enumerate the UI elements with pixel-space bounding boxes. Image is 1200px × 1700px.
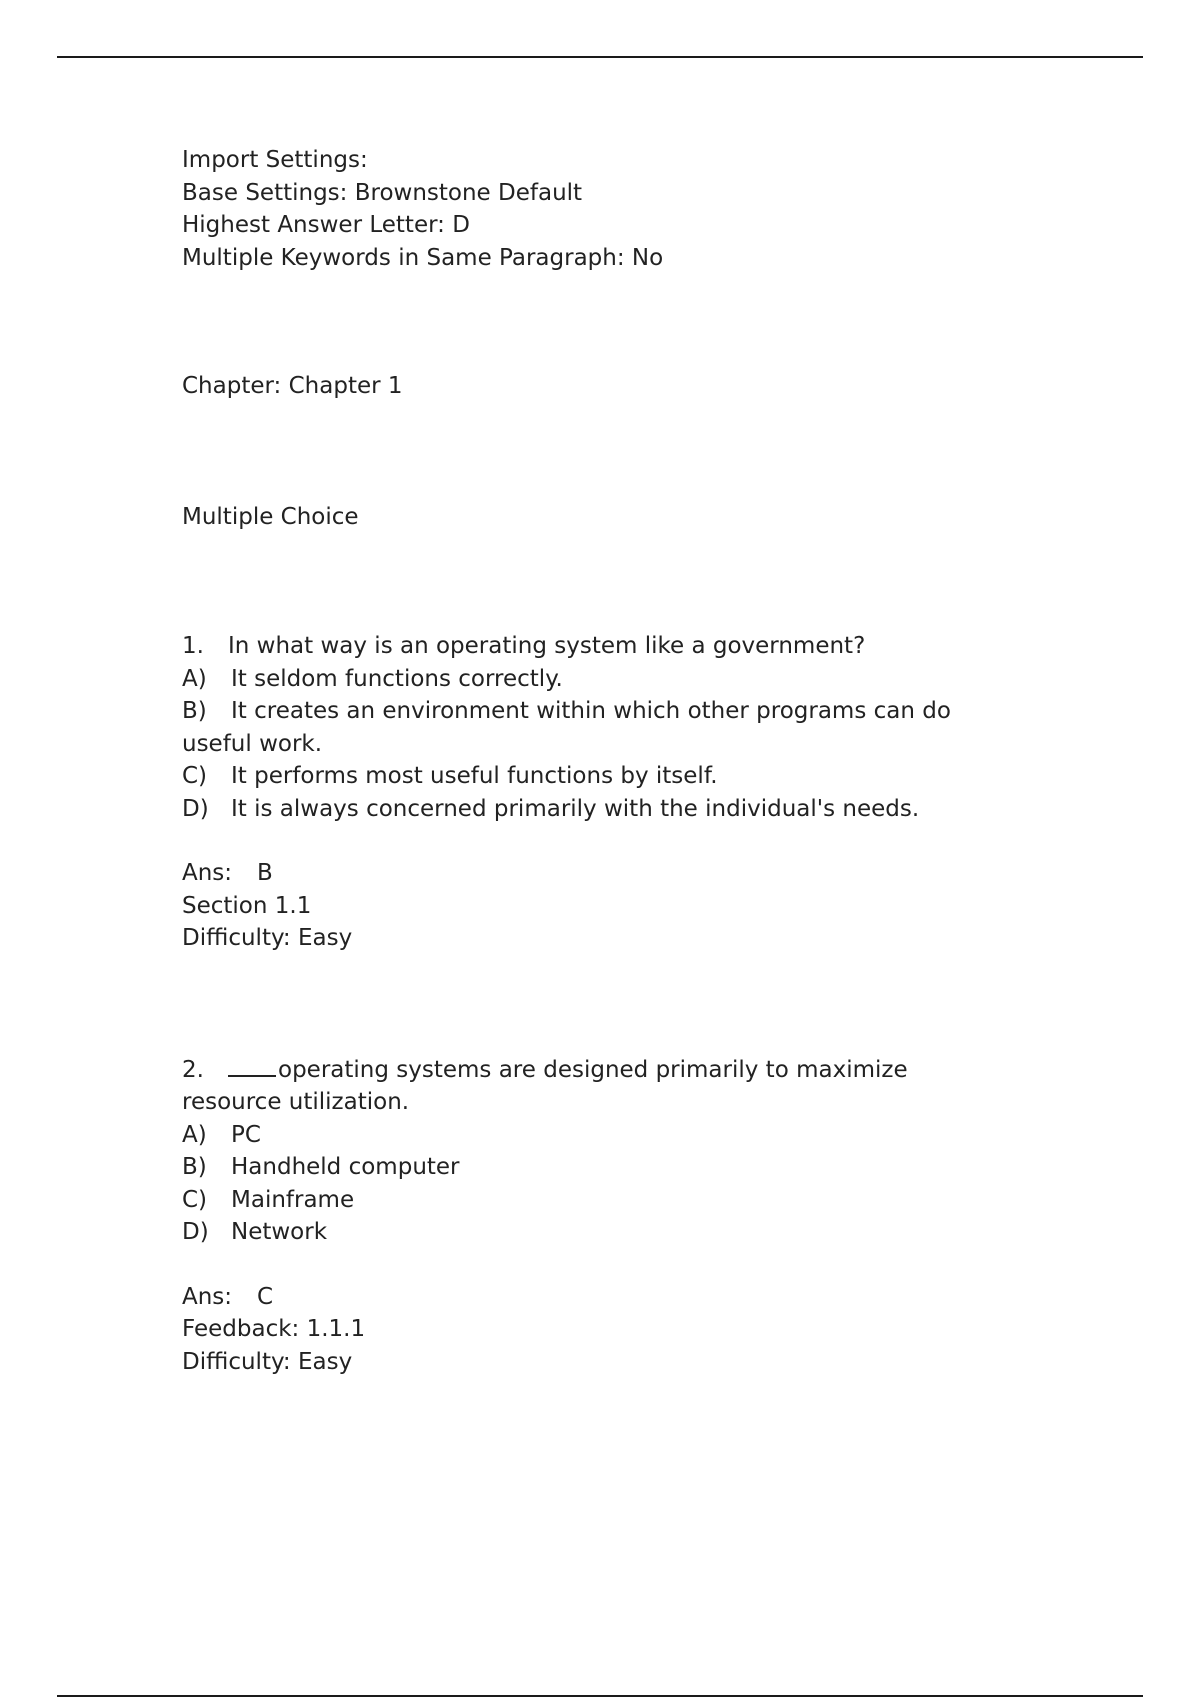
question-1-option-a: A) It seldom functions correctly. bbox=[182, 665, 563, 692]
question-2-stem bbox=[182, 1053, 1012, 1087]
question-2-text: operating systems are designed primarily to maximize bbox=[278, 1056, 908, 1083]
question-2-answer: Ans: C bbox=[182, 1283, 274, 1310]
settings-keywords: Multiple Keywords in Same Paragraph: No bbox=[182, 244, 664, 271]
question-2-option-a: A) PC bbox=[182, 1121, 261, 1148]
question-1-option-c: C) It performs most useful functions by itself. bbox=[182, 763, 718, 789]
settings-heading: Import Settings: bbox=[182, 147, 368, 173]
question-1-stem bbox=[182, 630, 1012, 663]
question-2-option-b: B) Handheld computer bbox=[182, 1154, 460, 1180]
question-2-option-d: D) Network bbox=[182, 1219, 328, 1245]
question-1-difficulty: Difficulty: Easy bbox=[182, 925, 353, 951]
document-body bbox=[182, 144, 1012, 1378]
question-1-option-b: B) It creates an environment within which other programs can do bbox=[182, 698, 951, 724]
settings-highest-letter: Highest Answer Letter: D bbox=[182, 212, 470, 238]
import-settings bbox=[182, 144, 1012, 274]
section-heading: Multiple Choice bbox=[182, 503, 359, 530]
question-2 bbox=[182, 1053, 1012, 1379]
question-2-feedback: Feedback: 1.1.1 bbox=[182, 1316, 366, 1342]
settings-base: Base Settings: Brownstone Default bbox=[182, 179, 583, 206]
question-2-option-c: C) Mainframe bbox=[182, 1186, 355, 1213]
question-1-option-b-continued: useful work. bbox=[182, 730, 323, 757]
question-1-text: In what way is an operating system like a government? bbox=[228, 633, 866, 659]
top-rule bbox=[57, 56, 1143, 58]
question-2-stem-continued: resource utilization. bbox=[182, 1089, 410, 1115]
question-1-option-d: D) It is always concerned primarily with the individual's needs. bbox=[182, 795, 920, 822]
question-1-section: Section 1.1 bbox=[182, 892, 312, 919]
chapter-title: Chapter: Chapter 1 bbox=[182, 373, 403, 399]
question-2-difficulty: Difficulty: Easy bbox=[182, 1348, 353, 1375]
question-1-answer: Ans: B bbox=[182, 860, 273, 886]
answer-blank bbox=[228, 1053, 276, 1077]
bottom-rule bbox=[57, 1695, 1143, 1697]
question-1-number: 1. bbox=[182, 633, 204, 659]
question-1 bbox=[182, 630, 1012, 955]
question-2-number: 2. bbox=[182, 1056, 204, 1083]
